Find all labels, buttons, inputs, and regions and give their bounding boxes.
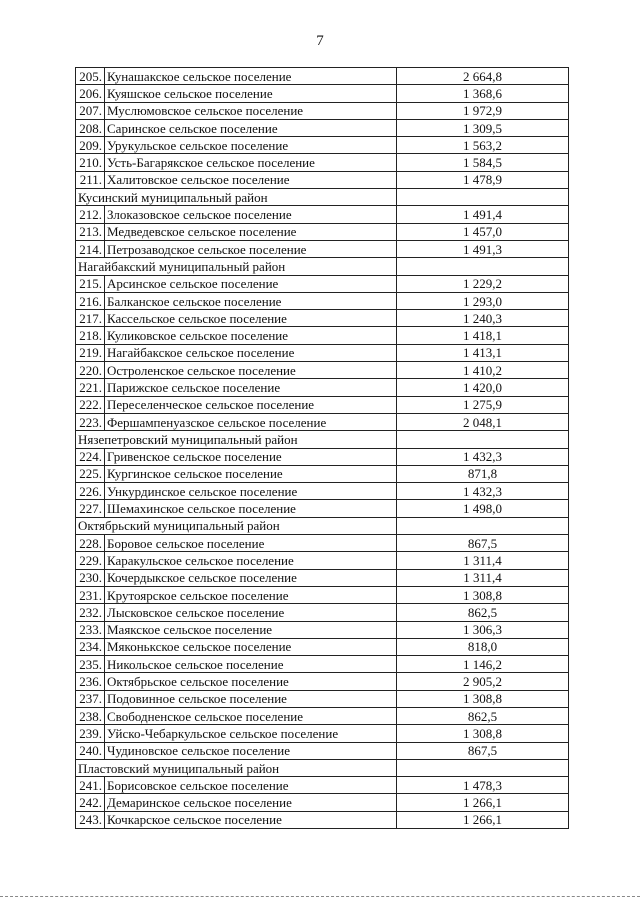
amount-value: 1 478,3: [397, 777, 569, 794]
table-row: [76, 552, 569, 569]
table-row: [76, 690, 569, 707]
settlement-name: Никольское сельское поселение: [105, 656, 397, 673]
empty-value-cell: [397, 759, 569, 776]
settlement-name: Свободненское сельское поселение: [105, 707, 397, 724]
amount-value: 1 368,6: [397, 85, 569, 102]
empty-value-cell: [397, 189, 569, 206]
row-number: 213.: [76, 223, 105, 240]
table-row: [76, 794, 569, 811]
row-number: 225.: [76, 465, 105, 482]
amount-value: 1 311,4: [397, 552, 569, 569]
amount-value: 1 478,9: [397, 171, 569, 188]
table-row: [76, 535, 569, 552]
settlement-name: Шемахинское сельское поселение: [105, 500, 397, 517]
amount-value: 1 266,1: [397, 794, 569, 811]
row-number: 227.: [76, 500, 105, 517]
empty-value-cell: [397, 517, 569, 534]
table-row: [76, 310, 569, 327]
row-number: 242.: [76, 794, 105, 811]
row-number: 239.: [76, 725, 105, 742]
row-number: 205.: [76, 68, 105, 85]
amount-value: 1 418,1: [397, 327, 569, 344]
settlement-name: Муслюмовское сельское поселение: [105, 102, 397, 119]
table-row: [76, 68, 569, 85]
table-row: [76, 85, 569, 102]
settlement-name: Переселенческое сельское поселение: [105, 396, 397, 413]
amount-value: 1 432,3: [397, 483, 569, 500]
table-row: [76, 638, 569, 655]
table-row: [76, 171, 569, 188]
amount-value: 1 293,0: [397, 292, 569, 309]
settlement-name: Мяконькское сельское поселение: [105, 638, 397, 655]
row-number: 243.: [76, 811, 105, 828]
table-row: [76, 240, 569, 257]
row-number: 233.: [76, 621, 105, 638]
row-number: 206.: [76, 85, 105, 102]
settlement-name: Кочкарское сельское поселение: [105, 811, 397, 828]
district-name: Нагайбакский муниципальный район: [76, 258, 397, 275]
row-number: 207.: [76, 102, 105, 119]
amount-value: 1 457,0: [397, 223, 569, 240]
amount-value: 1 266,1: [397, 811, 569, 828]
empty-value-cell: [397, 258, 569, 275]
table-row: [76, 275, 569, 292]
row-number: 226.: [76, 483, 105, 500]
amount-value: 2 664,8: [397, 68, 569, 85]
settlement-name: Петрозаводское сельское поселение: [105, 240, 397, 257]
table-row: [76, 777, 569, 794]
amount-value: 1 410,2: [397, 362, 569, 379]
row-number: 219.: [76, 344, 105, 361]
settlement-name: Парижское сельское поселение: [105, 379, 397, 396]
row-number: 235.: [76, 656, 105, 673]
page-bottom-rule: [0, 896, 640, 897]
row-number: 215.: [76, 275, 105, 292]
district-header-row: [76, 189, 569, 206]
amount-value: 1 584,5: [397, 154, 569, 171]
settlement-name: Гривенское сельское поселение: [105, 448, 397, 465]
settlement-name: Злоказовское сельское поселение: [105, 206, 397, 223]
empty-value-cell: [397, 431, 569, 448]
amount-value: 1 146,2: [397, 656, 569, 673]
row-number: 217.: [76, 310, 105, 327]
table-row: [76, 586, 569, 603]
row-number: 229.: [76, 552, 105, 569]
table-row: [76, 621, 569, 638]
settlement-name: Боровое сельское поселение: [105, 535, 397, 552]
row-number: 224.: [76, 448, 105, 465]
amount-value: 1 563,2: [397, 137, 569, 154]
settlement-name: Саринское сельское поселение: [105, 119, 397, 136]
row-number: 221.: [76, 379, 105, 396]
settlement-name: Уйско-Чебаркульское сельское поселение: [105, 725, 397, 742]
table-row: [76, 154, 569, 171]
table-row: [76, 344, 569, 361]
settlement-name: Арсинское сельское поселение: [105, 275, 397, 292]
settlement-name: Халитовское сельское поселение: [105, 171, 397, 188]
table-row: [76, 362, 569, 379]
district-header-row: [76, 517, 569, 534]
amount-value: 1 432,3: [397, 448, 569, 465]
row-number: 231.: [76, 586, 105, 603]
page-number: 7: [316, 33, 324, 49]
settlement-name: Балканское сельское поселение: [105, 292, 397, 309]
row-number: 234.: [76, 638, 105, 655]
amount-value: 1 306,3: [397, 621, 569, 638]
settlement-name: Кургинское сельское поселение: [105, 465, 397, 482]
table-row: [76, 327, 569, 344]
amount-value: 2 048,1: [397, 413, 569, 430]
amount-value: 867,5: [397, 535, 569, 552]
amount-value: 1 498,0: [397, 500, 569, 517]
table-row: [76, 465, 569, 482]
settlement-name: Маякское сельское поселение: [105, 621, 397, 638]
row-number: 220.: [76, 362, 105, 379]
table-row: [76, 223, 569, 240]
table-row: [76, 656, 569, 673]
amount-value: 862,5: [397, 604, 569, 621]
settlement-name: Куликовское сельское поселение: [105, 327, 397, 344]
settlement-name: Медведевское сельское поселение: [105, 223, 397, 240]
district-name: Кусинский муниципальный район: [76, 189, 397, 206]
settlement-name: Подовинное сельское поселение: [105, 690, 397, 707]
amount-value: 867,5: [397, 742, 569, 759]
amount-value: 1 309,5: [397, 119, 569, 136]
settlement-name: Чудиновское сельское поселение: [105, 742, 397, 759]
row-number: 240.: [76, 742, 105, 759]
settlement-name: Борисовское сельское поселение: [105, 777, 397, 794]
amount-value: 1 491,3: [397, 240, 569, 257]
table-row: [76, 119, 569, 136]
amount-value: 1 308,8: [397, 690, 569, 707]
table-row: [76, 725, 569, 742]
row-number: 237.: [76, 690, 105, 707]
table-row: [76, 707, 569, 724]
settlement-name: Усть-Багарякское сельское поселение: [105, 154, 397, 171]
table-row: [76, 206, 569, 223]
row-number: 223.: [76, 413, 105, 430]
settlement-name: Нагайбакское сельское поселение: [105, 344, 397, 361]
settlement-name: Фершампенуазское сельское поселение: [105, 413, 397, 430]
amount-value: 1 308,8: [397, 586, 569, 603]
settlement-name: Урукульское сельское поселение: [105, 137, 397, 154]
amount-value: 1 972,9: [397, 102, 569, 119]
row-number: 232.: [76, 604, 105, 621]
amount-value: 1 308,8: [397, 725, 569, 742]
settlement-name: Крутоярское сельское поселение: [105, 586, 397, 603]
amount-value: 818,0: [397, 638, 569, 655]
settlement-name: Остроленское сельское поселение: [105, 362, 397, 379]
amount-value: 1 420,0: [397, 379, 569, 396]
row-number: 230.: [76, 569, 105, 586]
settlement-name: Кассельское сельское поселение: [105, 310, 397, 327]
table-row: [76, 673, 569, 690]
table-row: [76, 137, 569, 154]
district-header-row: [76, 258, 569, 275]
row-number: 222.: [76, 396, 105, 413]
settlement-name: Каракульское сельское поселение: [105, 552, 397, 569]
row-number: 214.: [76, 240, 105, 257]
settlement-name: Лысковское сельское поселение: [105, 604, 397, 621]
row-number: 228.: [76, 535, 105, 552]
table-row: [76, 742, 569, 759]
amount-value: 871,8: [397, 465, 569, 482]
table-row: [76, 413, 569, 430]
row-number: 210.: [76, 154, 105, 171]
settlements-table: [75, 67, 569, 829]
row-number: 208.: [76, 119, 105, 136]
district-name: Пластовский муниципальный район: [76, 759, 397, 776]
amount-value: 1 229,2: [397, 275, 569, 292]
row-number: 211.: [76, 171, 105, 188]
table-row: [76, 483, 569, 500]
table-row: [76, 292, 569, 309]
settlement-name: Октябрьское сельское поселение: [105, 673, 397, 690]
settlement-name: Куяшское сельское поселение: [105, 85, 397, 102]
row-number: 236.: [76, 673, 105, 690]
amount-value: 862,5: [397, 707, 569, 724]
district-header-row: [76, 759, 569, 776]
settlement-name: Кочердыкское сельское поселение: [105, 569, 397, 586]
district-name: Нязепетровский муниципальный район: [76, 431, 397, 448]
table-row: [76, 379, 569, 396]
table-row: [76, 396, 569, 413]
table-row: [76, 811, 569, 828]
amount-value: 1 240,3: [397, 310, 569, 327]
amount-value: 1 491,4: [397, 206, 569, 223]
table-row: [76, 569, 569, 586]
settlement-name: Кунашакское сельское поселение: [105, 68, 397, 85]
table-row: [76, 102, 569, 119]
row-number: 216.: [76, 292, 105, 309]
amount-value: 1 413,1: [397, 344, 569, 361]
table-row: [76, 448, 569, 465]
table-body: [76, 68, 569, 829]
row-number: 238.: [76, 707, 105, 724]
settlement-name: Демаринское сельское поселение: [105, 794, 397, 811]
district-name: Октябрьский муниципальный район: [76, 517, 397, 534]
row-number: 241.: [76, 777, 105, 794]
row-number: 212.: [76, 206, 105, 223]
row-number: 218.: [76, 327, 105, 344]
amount-value: 1 275,9: [397, 396, 569, 413]
district-header-row: [76, 431, 569, 448]
table-row: [76, 604, 569, 621]
row-number: 209.: [76, 137, 105, 154]
table-row: [76, 500, 569, 517]
amount-value: 2 905,2: [397, 673, 569, 690]
amount-value: 1 311,4: [397, 569, 569, 586]
settlement-name: Ункурдинское сельское поселение: [105, 483, 397, 500]
